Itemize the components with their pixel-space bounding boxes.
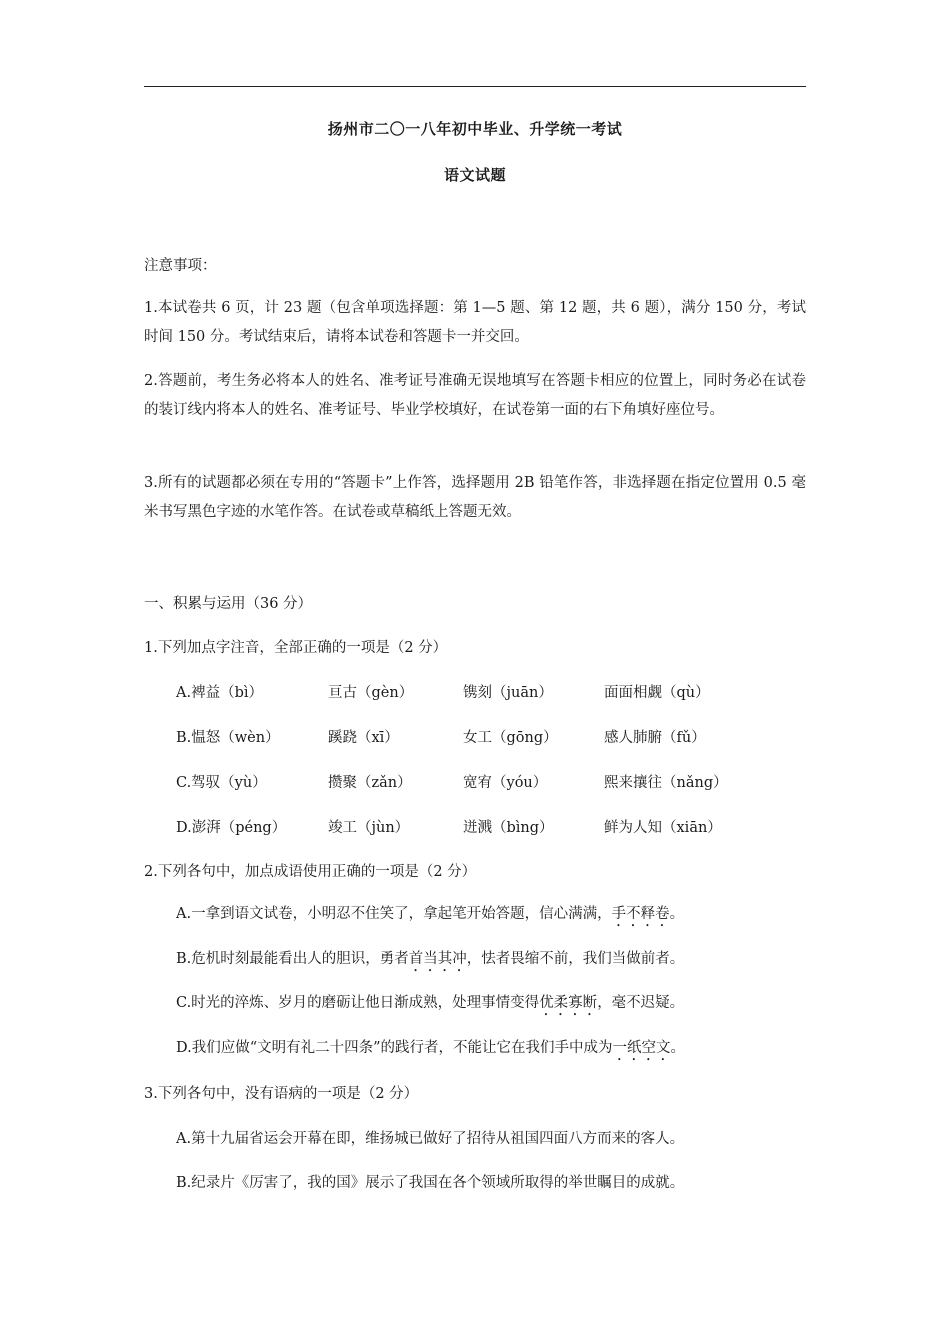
exam-title: 扬州市二〇一八年初中毕业、升学统一考试 bbox=[327, 120, 623, 138]
question-1-stem: 1.下列加点字注音，全部正确的一项是（2 分） bbox=[144, 640, 448, 656]
marked-idiom: 手不释卷 bbox=[611, 906, 670, 922]
question-2-stem: 2.下列各句中，加点成语使用正确的一项是（2 分） bbox=[144, 864, 477, 880]
option-cell: C.驾驭（yù） bbox=[176, 775, 267, 791]
option-cell: 蹊跷（xī） bbox=[328, 730, 399, 746]
option-cell: 宽宥（yóu） bbox=[463, 775, 548, 791]
option-text: 。 bbox=[669, 906, 685, 922]
question-3-option-b: B.纪录片《厉害了，我的国》展示了我国在各个领域所取得的举世瞩目的成就。 bbox=[176, 1175, 685, 1191]
option-cell: 亘古（gèn） bbox=[328, 685, 414, 701]
option-text: D.我们应做“文明有礼二十四条”的践行者，不能让它在我们手中成为 bbox=[176, 1040, 613, 1056]
notice-item-3: 3.所有的试题都必须在专用的“答题卡”上作答，选择题用 2B 铅笔作答，非选择题在指定位置用 0.5 毫米书写黑色字迹的水笔作答。在试卷或草稿纸上答题无效。 bbox=[144, 475, 806, 520]
question-2-option-a bbox=[176, 902, 684, 930]
marked-idiom: 首当其冲 bbox=[408, 951, 467, 967]
notice-item-1: 1.本试卷共 6 页，计 23 题（包含单项选择题：第 1—5 题、第 12 题，共 6 题），满分 150 分，考试时间 150 分。考试结束后，请将本试卷和答题卡一并交回。 bbox=[144, 300, 806, 345]
option-cell: 熙来攘往（nǎng） bbox=[604, 775, 728, 791]
option-cell: 鲜为人知（xiān） bbox=[604, 820, 722, 836]
option-cell: 女工（gōng） bbox=[463, 730, 558, 746]
header-rule bbox=[144, 86, 806, 87]
question-3-option-a: A.第十九届省运会开幕在即，维扬城已做好了招待从祖国四面八方而来的客人。 bbox=[176, 1131, 685, 1147]
option-text: B.危机时刻最能看出人的胆识，勇者 bbox=[176, 951, 409, 967]
option-text: C.时光的淬炼、岁月的磨砺让他日渐成熟，处理事情变得 bbox=[176, 995, 540, 1011]
question-2-option-d bbox=[176, 1036, 685, 1064]
notice-item-2: 2.答题前，考生务必将本人的姓名、准考证号准确无误地填写在答题卡相应的位置上，同时务必在试卷的装订线内将本人的姓名、准考证号、毕业学校填好，在试卷第一面的右下角填好座位号。 bbox=[144, 373, 806, 418]
option-cell: 镌刻（juān） bbox=[463, 685, 553, 701]
option-text: ，毫不迟疑。 bbox=[597, 995, 685, 1011]
option-text: ，怯者畏缩不前，我们当做前者。 bbox=[466, 951, 685, 967]
subject-title: 语文试题 bbox=[443, 166, 506, 184]
option-cell: 面面相觑（qù） bbox=[604, 685, 710, 701]
section-heading: 一、积累与运用（36 分） bbox=[144, 596, 313, 612]
option-cell: 感人肺腑（fǔ） bbox=[604, 730, 706, 746]
question-2-option-c bbox=[176, 991, 684, 1019]
option-text: 。 bbox=[670, 1040, 686, 1056]
option-cell: B.愠怒（wèn） bbox=[176, 730, 280, 746]
option-cell: D.澎湃（péng） bbox=[176, 820, 287, 836]
option-cell: 迸溅（bìng） bbox=[463, 820, 554, 836]
marked-idiom: 优柔寡断 bbox=[539, 995, 598, 1011]
question-2-option-b bbox=[176, 947, 684, 975]
option-cell: A.裨益（bì） bbox=[176, 685, 263, 701]
option-cell: 攒聚（zǎn） bbox=[328, 775, 412, 791]
option-text: A.一拿到语文试卷，小明忍不住笑了，拿起笔开始答题，信心满满， bbox=[176, 906, 612, 922]
marked-idiom: 一纸空文 bbox=[612, 1040, 671, 1056]
notice-heading: 注意事项： bbox=[144, 258, 217, 274]
option-cell: 竣工（jùn） bbox=[328, 820, 410, 836]
question-3-stem: 3.下列各句中，没有语病的一项是（2 分） bbox=[144, 1086, 419, 1102]
